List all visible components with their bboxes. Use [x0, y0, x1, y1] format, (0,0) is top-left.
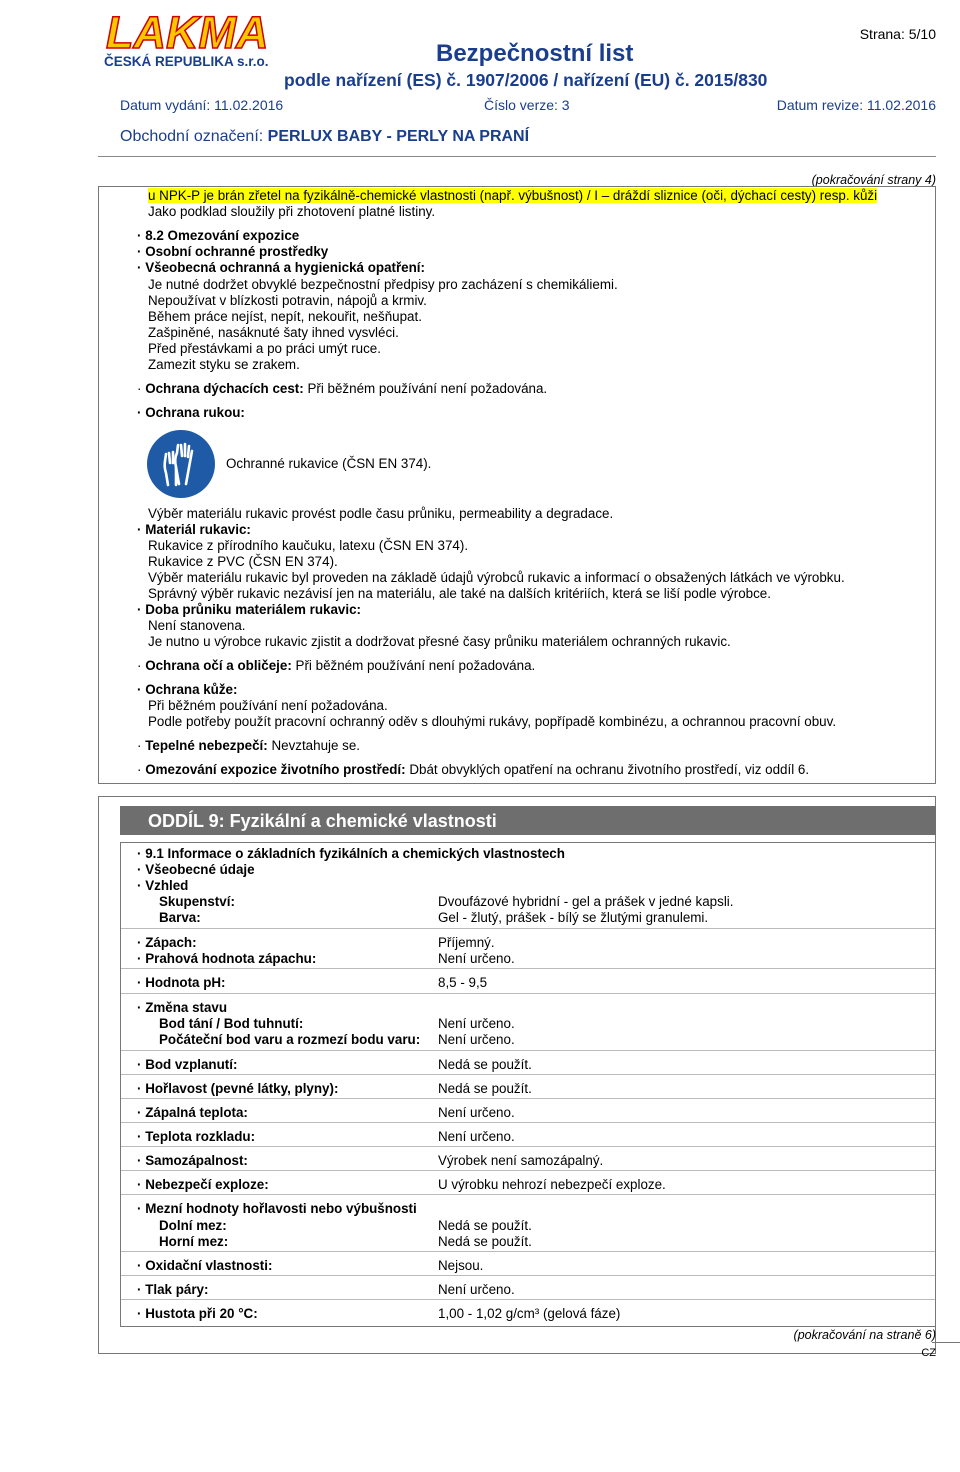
- language-code: CZ: [921, 1347, 936, 1359]
- property-label: · Zápach:: [137, 935, 197, 950]
- hand-protection: · Ochrana rukou:: [137, 405, 245, 420]
- property-label: · Tlak páry:: [137, 1282, 209, 1297]
- glove-m2: Rukavice z PVC (ČSN EN 374).: [148, 554, 338, 569]
- gloves-icon: [146, 429, 216, 499]
- eye-protection: · Ochrana očí a obličeje: Při běžném používání není požadována.: [137, 658, 536, 673]
- trade-name-label: Obchodní označení:: [120, 128, 264, 145]
- s82-ppe: · Osobní ochranné prostředky: [137, 244, 329, 259]
- thermal-hazards: · Tepelné nebezpečí: Nevztahuje se.: [137, 738, 361, 753]
- s82-title: · 8.2 Omezování expozice: [137, 228, 300, 243]
- glove-m3: Výběr materiálu rukavic byl proveden na základě údajů výrobců rukavic a informací o obsažených látkách ve výrobku.: [148, 570, 845, 585]
- s82-g1: Je nutné dodržet obvyklé bezpečnostní předpisy pro zacházení s chemikáliemi.: [148, 277, 618, 292]
- logo-text: LAKMA: [106, 8, 269, 58]
- property-label: · Prahová hodnota zápachu:: [137, 951, 317, 966]
- property-value: Není určeno.: [438, 1016, 515, 1031]
- trade-name-value: PERLUX BABY - PERLY NA PRANÍ: [267, 128, 530, 145]
- document-title: Bezpečnostní list: [436, 40, 634, 67]
- property-value: 8,5 - 9,5: [438, 975, 488, 990]
- property-value: Gel - žlutý, prášek - bílý se žlutými granulemi.: [438, 910, 709, 925]
- property-value: Nedá se použít.: [438, 1057, 532, 1072]
- property-value: Příjemný.: [438, 935, 495, 950]
- property-value: Dvoufázové hybridní - gel a prášek v jedné kapsli.: [438, 894, 734, 909]
- version-number: Číslo verze: 3: [484, 97, 570, 113]
- s82-g5: Před přestávkami a po práci umýt ruce.: [148, 341, 381, 356]
- property-label: · Hořlavost (pevné látky, plyny):: [137, 1081, 339, 1096]
- s91-appearance: · Vzhled: [137, 878, 189, 893]
- row-separator: [121, 968, 935, 969]
- row-separator: [121, 1194, 935, 1195]
- intro-line-2: Jako podklad sloužily při zhotovení platné listiny.: [148, 204, 436, 219]
- property-value: Nedá se použít.: [438, 1234, 532, 1249]
- property-label: · Hodnota pH:: [137, 975, 226, 990]
- skin-s1: Při běžném používání není požadována.: [148, 698, 388, 713]
- s82-g4: Zašpiněné, nasáknuté šaty ihned vysvléci.: [148, 325, 399, 340]
- property-value: Není určeno.: [438, 951, 515, 966]
- glove-material: · Materiál rukavic:: [137, 522, 251, 537]
- property-value: U výrobku nehrozí nebezpečí exploze.: [438, 1177, 666, 1192]
- property-label: · Oxidační vlastnosti:: [137, 1258, 273, 1273]
- header-divider: [98, 156, 936, 157]
- s82-g3: Během práce nejíst, nepít, nekouřit, nešňupat.: [148, 309, 422, 324]
- row-separator: [121, 1275, 935, 1276]
- respiratory-protection: · Ochrana dýchacích cest: Při běžném používání není požadována.: [137, 381, 548, 396]
- row-separator: [121, 928, 935, 929]
- s91-subtitle: · 9.1 Informace o základních fyzikálních a chemických vlastnostech: [137, 846, 565, 861]
- s82-g6: Zamezit styku se zrakem.: [148, 357, 300, 372]
- property-value: 1,00 - 1,02 g/cm³ (gelová fáze): [438, 1306, 621, 1321]
- property-value: Není určeno.: [438, 1032, 515, 1047]
- logo-subtitle: ČESKÁ REPUBLIKA s.r.o.: [104, 54, 269, 69]
- skin-s2: Podle potřeby použít pracovní ochranný oděv s dlouhými rukávy, popřípadě kombinézu, a ochrannou pracovní obuv.: [148, 714, 837, 729]
- property-label: · Samozápalnost:: [137, 1153, 248, 1168]
- property-label: Horní mez:: [159, 1234, 229, 1249]
- penetration-p1: Není stanovena.: [148, 618, 246, 633]
- s82-general: · Všeobecná ochranná a hygienická opatření:: [137, 260, 425, 275]
- document-subtitle: podle nařízení (ES) č. 1907/2006 / nařízení (EU) č. 2015/830: [284, 70, 768, 90]
- property-label: Bod tání / Bod tuhnutí:: [159, 1016, 304, 1031]
- row-separator: [121, 1299, 935, 1300]
- property-label: Barva:: [159, 910, 201, 925]
- row-separator: [121, 993, 935, 994]
- property-label: Počáteční bod varu a rozmezí bodu varu:: [159, 1032, 421, 1047]
- trade-name: [120, 128, 529, 146]
- continuation-bottom: (pokračování na straně 6): [793, 1328, 936, 1342]
- s91-general: · Všeobecné údaje: [137, 862, 255, 877]
- glove-m4: Správný výběr rukavic nezávisí jen na materiálu, ale také na dalších kritériích, která se liší podle výrobce.: [148, 586, 771, 601]
- revision-date: Datum revize: 11.02.2016: [776, 97, 936, 113]
- glove-caption: Ochranné rukavice (ČSN EN 374).: [226, 456, 432, 471]
- intro-line-1: u NPK-P je brán zřetel na fyzikálně-chemické vlastnosti (např. výbušnost) / I – dráždí sliznice (oči, dýchací cesty) resp. kůži: [148, 188, 878, 203]
- skin-protection: · Ochrana kůže:: [137, 682, 238, 697]
- section-9-heading: ODDÍL 9: Fyzikální a chemické vlastnosti: [120, 806, 936, 835]
- penetration-time: · Doba průniku materiálem rukavic:: [137, 602, 361, 617]
- property-value: Výrobek není samozápalný.: [438, 1153, 604, 1168]
- property-value: Nedá se použít.: [438, 1218, 532, 1233]
- property-label: Dolní mez:: [159, 1218, 227, 1233]
- property-value: Nedá se použít.: [438, 1081, 532, 1096]
- continuation-top: (pokračování strany 4): [811, 173, 936, 187]
- penetration-p2: Je nutno u výrobce rukavic zjistit a dodržovat přesné časy průniku materiálem ochranných rukavic.: [148, 634, 731, 649]
- row-separator: [121, 1074, 935, 1075]
- property-label: · Mezní hodnoty hořlavosti nebo výbušnosti: [137, 1201, 417, 1216]
- row-separator: [121, 1146, 935, 1147]
- s82-g2: Nepoužívat v blízkosti potravin, nápojů a krmiv.: [148, 293, 427, 308]
- row-separator: [121, 1251, 935, 1252]
- row-separator: [121, 1170, 935, 1171]
- row-separator: [121, 1050, 935, 1051]
- property-label: · Hustota při 20 °C:: [137, 1306, 258, 1321]
- property-value: Není určeno.: [438, 1129, 515, 1144]
- property-label: Skupenství:: [159, 894, 235, 909]
- page-number: Strana: 5/10: [859, 26, 936, 42]
- issue-date: Datum vydání: 11.02.2016: [120, 97, 284, 113]
- hand-h1: Výběr materiálu rukavic provést podle času průniku, permeability a degradace.: [148, 506, 614, 521]
- glove-m1: Rukavice z přírodního kaučuku, latexu (ČSN EN 374).: [148, 538, 469, 553]
- property-label: · Teplota rozkladu:: [137, 1129, 256, 1144]
- property-label: · Změna stavu: [137, 1000, 228, 1015]
- property-value: Není určeno.: [438, 1282, 515, 1297]
- property-value: Není určeno.: [438, 1105, 515, 1120]
- property-label: · Bod vzplanutí:: [137, 1057, 238, 1072]
- lakma-logo: [104, 8, 276, 70]
- property-value: Nejsou.: [438, 1258, 484, 1273]
- footer-line: [932, 1342, 960, 1343]
- property-label: · Nebezpečí exploze:: [137, 1177, 269, 1192]
- property-label: · Zápalná teplota:: [137, 1105, 248, 1120]
- row-separator: [121, 1098, 935, 1099]
- environmental-exposure: · Omezování expozice životního prostředí: Dbát obvyklých opatření na ochranu životního prostředí, viz oddíl 6.: [137, 762, 810, 777]
- row-separator: [121, 1122, 935, 1123]
